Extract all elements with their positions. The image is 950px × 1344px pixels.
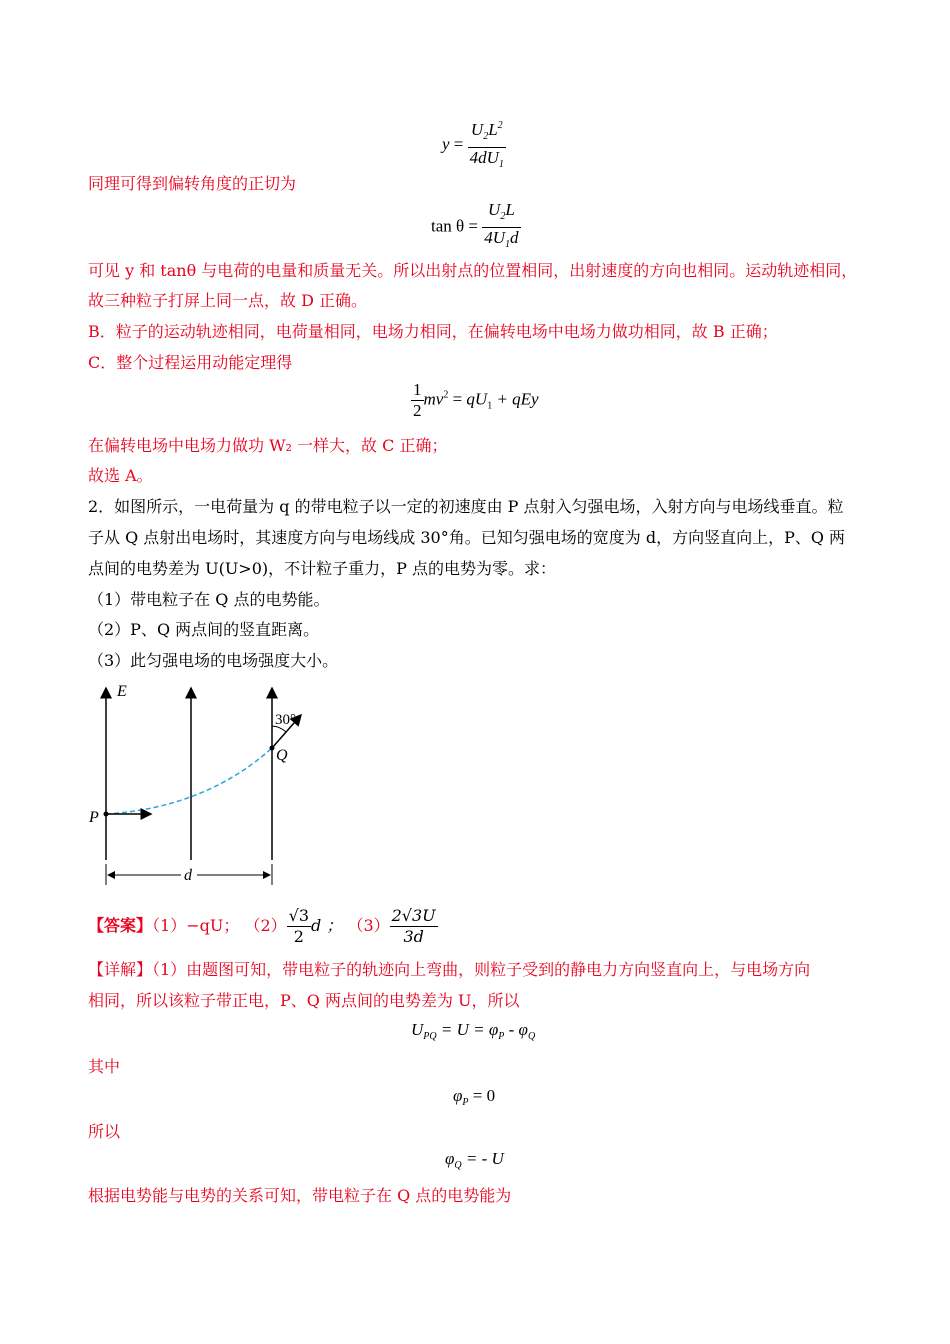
answer-3-fraction: $\frac{2√3U}{3d}$ <box>391 906 436 946</box>
fraction: $\frac{U_2L}{4U_1d}$ <box>484 200 519 250</box>
text-qizhong: 其中 <box>88 1057 121 1076</box>
point-p <box>104 812 109 817</box>
text-para-w2: 在偏转电场中电场力做功 W₂ 一样大，故 C 正确； <box>88 436 448 455</box>
equation-phi-p: $\varphi_P = 0$ <box>453 1086 496 1108</box>
question-2-sub-3: （3）此匀强电场的电场强度大小。 <box>88 651 339 670</box>
text-para-b: B．粒子的运动轨迹相同，电荷量相同，电场力相同，在偏转电场中电场力做功相同，故 B 正确； <box>88 322 778 341</box>
text-last-line: 根据电势能与电势的关系可知，带电粒子在 Q 点的电势能为 <box>88 1186 512 1205</box>
text-tan-intro: 同理可得到偏转角度的正切为 <box>88 174 297 193</box>
label-d: d <box>184 867 192 884</box>
label-angle: 30° <box>275 712 296 728</box>
question-2-sub-2: （2）P、Q 两点间的竖直距离。 <box>88 620 320 639</box>
text-para-c: C．整个过程运用动能定理得 <box>88 353 293 372</box>
question-2-line-1: 2．如图所示，一电荷量为 q 的带电粒子以一定的初速度由 P 点射入匀强电场，入射方向与电场线垂直。粒 <box>88 497 844 516</box>
fraction: $\frac{U_2L^2}{4dU_1}$ <box>468 116 506 175</box>
question-2-line-3: 点间的电势差为 U(U>0)，不计粒子重力，P 点的电势为零。求： <box>88 559 556 578</box>
label-e: E <box>117 683 127 700</box>
particle-trajectory <box>106 748 272 814</box>
text-para-a1: 可见 y 和 tanθ 与电荷的电量和质量无关。所以出射点的位置相同，出射速度的方向也相同。运动轨迹相同， <box>88 261 858 280</box>
answer-tag: 【答案】 <box>88 916 153 935</box>
fraction: $\frac{1}{2}$ <box>413 380 422 420</box>
answer-2-fraction: $\frac{√3}{2}$ <box>288 906 309 946</box>
text-para-a2: 故三种粒子打屏上同一点，故 D 正确。 <box>88 291 368 310</box>
electric-field-diagram <box>85 680 315 890</box>
detail-line-2: 相同，所以该粒子带正电，P、Q 两点间的电势差为 U，所以 <box>88 991 520 1010</box>
answer-line: 【答案】（1）−qU； （2） $\frac{√3}{2}$ d ； （3） $\frac{2√3U}{3d}$ <box>88 906 436 946</box>
eq-lhs: y <box>442 134 450 154</box>
equation-tan: tan θ = $\frac{U_2L}{4U_1d}$ <box>431 200 521 255</box>
point-q <box>270 746 275 751</box>
equation-upq: $U_{PQ} = U = \varphi_P - \varphi_Q$ <box>411 1020 536 1042</box>
equation-energy: $\frac{1}{2}$ $mv^2 = qU_1$ + qEy <box>413 380 539 420</box>
label-p: P <box>89 809 99 826</box>
label-q: Q <box>276 747 288 764</box>
equation-y: y = $\frac{U_2L^2}{4dU_1}$ <box>442 116 506 175</box>
text-choose: 故选 A。 <box>88 466 153 485</box>
equation-phi-q: $\varphi_Q$ = - U <box>445 1149 504 1171</box>
detail-line-1: 【详解】（1）由题图可知，带电粒子的轨迹向上弯曲，则粒子受到的静电力方向竖直向上，与电场方向 <box>88 960 811 979</box>
text-suoyi: 所以 <box>88 1122 121 1141</box>
eq-lhs: tan θ <box>431 216 465 236</box>
question-2-line-2: 子从 Q 点射出电场时，其速度方向与电场线成 30°角。已知匀强电场的宽度为 d，方向竖直向上，P、Q 两 <box>88 528 846 547</box>
question-2-sub-1: （1）带电粒子在 Q 点的电势能。 <box>88 590 330 609</box>
